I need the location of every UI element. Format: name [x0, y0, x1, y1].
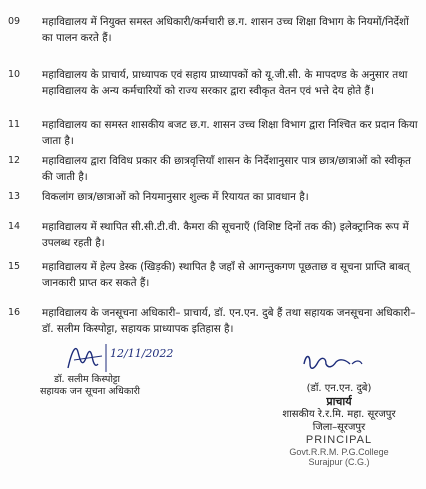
- item-text: महाविद्यालय द्वारा विविध प्रकार की छात्रवृत्तियाँ शासन के निर्देशानुसार पात्र छात्र/छात्राओं को स्वीकृत की जाती है।: [42, 155, 411, 183]
- district-name: जिला–सूरजपुर: [312, 422, 366, 433]
- stamp-principal: PRINCIPAL: [305, 434, 373, 446]
- item-text: महाविद्यालय में स्थापित सी.सी.टी.वी. कैमरा की सूचनाएँ (विशिष्ट दिनों तक की) इलेक्ट्रानिक रूप में उपलब्ध रहती है।: [42, 221, 409, 249]
- signature-block-left: [40, 374, 210, 398]
- handwritten-date: 12/11/2022: [110, 347, 174, 360]
- stamp-location: Surajpur (C.G.): [308, 457, 370, 467]
- item-text: महाविद्यालय के प्राचार्य, प्राध्यापक एवं सहाय प्राध्यापकों को यू.जी.सी. के मापदण्ड के अनुसार तथा महाविद्यालय के अन्य कर्मचारियों को राज्य सरकार द्वारा स्वीकृत वेतन एवं भत्ते देय होते हैं।: [42, 69, 408, 97]
- item-number: 14: [8, 221, 21, 232]
- item-text: विकलांग छात्र/छात्राओं को नियमानुसार शुल्क में रियायत का प्रावधान है।: [42, 191, 309, 203]
- item-number: 15: [8, 261, 21, 272]
- item-number: 09: [8, 16, 21, 27]
- item-number: 11: [8, 119, 21, 130]
- item-text: महाविद्यालय का समस्त शासकीय बजट छ.ग. शासन उच्च शिक्षा विभाग द्वारा निश्चित कर प्रदान किया जाता है।: [42, 119, 418, 147]
- item-number: 12: [8, 155, 21, 166]
- item-number: 13: [8, 191, 21, 202]
- item-number: 16: [8, 307, 21, 318]
- handwritten-signature-right: [300, 350, 370, 374]
- item-number: 10: [8, 69, 21, 80]
- signatory-name: डॉ. सलीम किस्पोट्टा: [54, 374, 121, 385]
- item-text: महाविद्यालय में नियुक्त समस्त अधिकारी/कर्मचारी छ.ग. शासन उच्च शिक्षा विभाग के नियमों/निर्देशों का पालन करते हैं।: [42, 16, 409, 44]
- principal-designation: प्राचार्य: [326, 395, 352, 408]
- college-name: शासकीय रे.र.मि. महा. सूरजपुर: [282, 409, 396, 420]
- stamp-college: Govt.R.R.M. P.G.College: [289, 447, 389, 457]
- item-text: महाविद्यालय में हेल्प डेस्क (खिड़की) स्थापित है जहाँ से आगन्तुकगण पूछताछ व सूचना प्राप्ति बाबत् जानकारी प्राप्त कर सकते हैं।: [42, 261, 410, 289]
- signature-block-right: [256, 382, 422, 467]
- signatory-designation: सहायक जन सूचना अधिकारी: [40, 386, 140, 397]
- item-text: महाविद्यालय के जनसूचना अधिकारी– प्राचार्य, डॉ. एन.एन. दुबे हैं तथा सहायक जनसूचना अधिकारी– डॉ. सलीम किस्पोट्टा, सहायक प्राध्यापक इतिहास है।: [42, 307, 416, 335]
- principal-name: (डॉ. एन.एन. दुबे): [306, 383, 372, 394]
